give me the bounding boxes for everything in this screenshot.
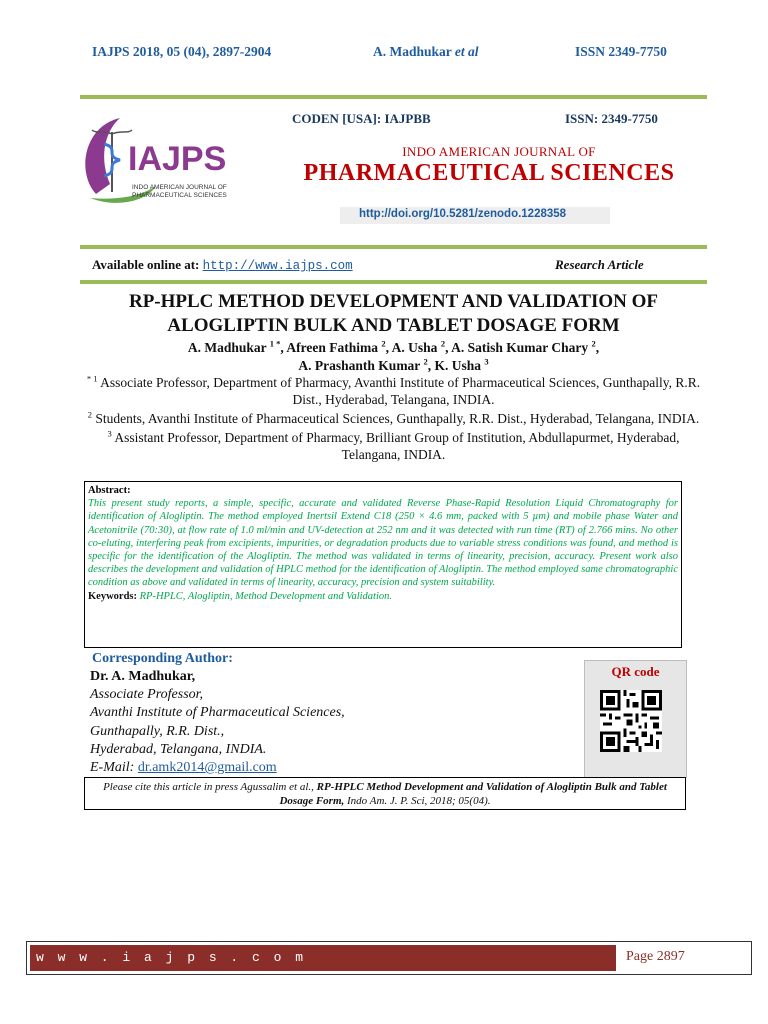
corresponding-institute: Avanthi Institute of Pharmaceutical Sciences, [90, 705, 345, 721]
abstract-label: Abstract: [88, 485, 131, 496]
corresponding-author-heading: Corresponding Author: [92, 651, 233, 666]
corresponding-name: Dr. A. Madhukar, [90, 669, 196, 684]
journal-website-link[interactable]: http://www.iajps.com [202, 259, 353, 273]
footer-url[interactable]: w w w . i a j p s . c o m [36, 950, 307, 965]
availability-line [92, 257, 353, 273]
running-header-author: A. Madhukar et al [373, 44, 479, 59]
page-number-box [615, 945, 749, 971]
corresponding-position: Associate Professor, [90, 687, 204, 703]
journal-name-line2: PHARMACEUTICAL SCIENCES [303, 160, 675, 186]
corresponding-author-block [90, 668, 345, 777]
article-type: Research Article [555, 257, 644, 272]
running-header-citation: IAJPS 2018, 05 (04), 2897-2904 [92, 44, 272, 59]
email-label: E-Mail: [90, 760, 138, 776]
logo-subtext-1: INDO AMERICAN JOURNAL OF [132, 184, 227, 191]
masthead-rule [80, 245, 707, 249]
title-rule [80, 280, 707, 284]
qr-code-label: QR code [611, 664, 660, 679]
header-rule [80, 95, 707, 99]
corresponding-address2: Hyderabad, Telangana, INDIA. [90, 741, 267, 757]
journal-name-line1: INDO AMERICAN JOURNAL OF [402, 144, 596, 159]
logo-subtext-2: PHARMACEUTICAL SCIENCES [132, 192, 227, 199]
running-header-issn: ISSN 2349-7750 [575, 44, 667, 59]
masthead-issn: ISSN: 2349-7750 [565, 111, 658, 126]
citation-note: Please cite this article in press Agussalim et al., RP-HPLC Method Development and Validation of Alogliptin Bulk and Tablet Dosage Form, Indo Am. J. P. Sci, 2018; 05(04). [84, 777, 686, 810]
coden: CODEN [USA]: IAJPBB [292, 111, 431, 126]
iajps-logo [76, 112, 256, 208]
qr-code-icon[interactable] [600, 690, 662, 752]
page-number: Page 2897 [626, 949, 685, 964]
availability-label: Available online at: [92, 257, 203, 272]
doi-link[interactable]: http://doi.org/10.5281/zenodo.1228358 [359, 208, 567, 220]
article-title: RP-HPLC METHOD DEVELOPMENT AND VALIDATION OF ALOGLIPTIN BULK AND TABLET DOSAGE FORM [128, 291, 659, 336]
keywords-line: Keywords: RP-HPLC, Alogliptin, Method Development and Validation. [88, 590, 392, 602]
affiliations [80, 374, 707, 463]
affiliation-2: $^2$ Students, Avanthi Institute of Pharmaceutical Sciences, Gunthapally, R.R. Dist., Hyderabad, Telangana, INDIA. [87, 409, 700, 426]
abstract-box [84, 481, 682, 648]
email-link[interactable]: dr.amk2014@gmail.com [137, 760, 277, 776]
affiliation-3: $^3$ Assistant Professor, Department of Pharmacy, Brilliant Group of Institution, Abdullapurmet, Hyderabad, Telangana, INDIA. [107, 428, 680, 462]
affiliation-1: $^{* 1}$ Associate Professor, Department of Pharmacy, Avanthi Institute of Pharmaceutical Sciences, Gunthapally, R.R. Dist., Hyderabad, Telangana, INDIA. [86, 373, 701, 407]
logo-wordmark: IAJPS [128, 140, 227, 178]
author-list: A. Madhukar $^{1 *}$, Afreen Fathima $^2$, A. Usha $^2$, A. Satish Kumar Chary $^2$, A. Prashanth Kumar $^2$, K. Usha $^3$ [187, 338, 600, 373]
corresponding-address1: Gunthapally, R.R. Dist., [90, 723, 225, 739]
abstract-text: This present study reports, a simple, specific, accurate and validated Reverse Phase-Rapid Resolution Liquid Chromatography for identification of Alogliptin. The method employed Inertsil Extend C18 (250 × 4.6 mm, packed with 5 µm) and mobile phase Water and Acetonitrile (70:30), at flow rate of 1.0 ml/min and UV-detection at 252 nm and it was detected with run time (RT) of 2.766 mins. No other co-eluting, interfering peak from excipients, impurities, or degradation products due to variable stress conditions was found, and method is specific for the identification of the Alogliptin. The method was validated in terms of linearity, precision, accuracy. Present work also describes the development and validation of HPLC method for the identification of Alogliptin. The method employed same chromatographic condition as above and validated in terms of linearity, accuracy, precision and system suitability. [88, 498, 678, 589]
